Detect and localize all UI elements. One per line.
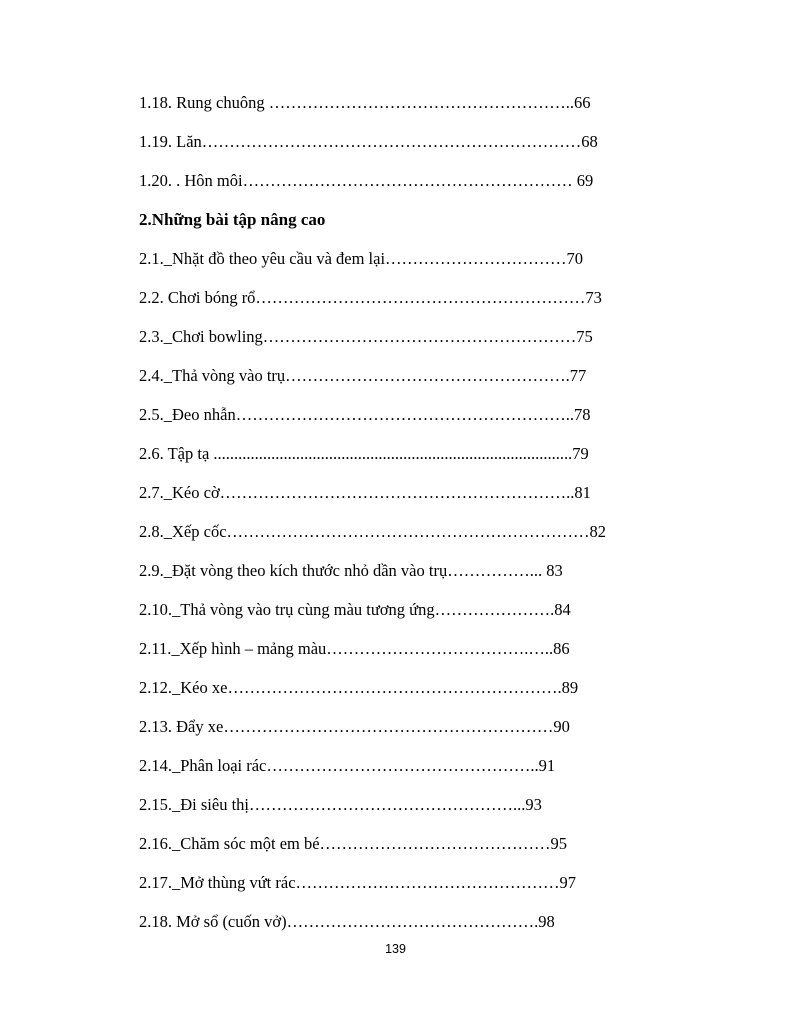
- toc-entry-1-20: 1.20. . Hôn môi…………………………………………………… 69: [139, 171, 594, 190]
- toc-entry-2-18: 2.18. Mở sổ (cuốn vở)……………………………………….98: [139, 912, 555, 931]
- toc-entry-2-5: 2.5._Đeo nhẫn……………………………………………………..78: [139, 405, 591, 424]
- toc-entry-2-17: 2.17._Mở thùng vứt rác…………………………………………97: [139, 873, 577, 892]
- toc-entry-2-9: 2.9._Đặt vòng theo kích thước nhỏ dần vào trụ……………... 83: [139, 561, 563, 580]
- toc-entry-2-2: 2.2. Chơi bóng rổ……………………………………………………73: [139, 288, 602, 307]
- toc-entry-2-8: 2.8._Xếp cốc…………………………………………………………82: [139, 522, 607, 541]
- toc-entry-2-13: 2.13. Đẩy xe……………………………………………………90: [139, 717, 570, 736]
- section-heading: 2.Những bài tập nâng cao: [139, 210, 326, 229]
- toc-entry-2-4: 2.4._Thả vòng vào trụ…………………………………………….77: [139, 366, 587, 385]
- toc-entry-2-14: 2.14._Phân loại rác…………………………………………..91: [139, 756, 556, 775]
- toc-entry-2-12: 2.12._Kéo xe…………………………………………………….89: [139, 678, 579, 697]
- toc-entry-2-10: 2.10._Thả vòng vào trụ cùng màu tương ứng………………….84: [139, 600, 571, 619]
- toc-entry-2-1: 2.1._Nhặt đồ theo yêu cầu và đem lại……………………………70: [139, 249, 584, 268]
- toc-entry-2-11: 2.11._Xếp hình – mảng màu……………………………….…..86: [139, 639, 570, 658]
- toc-entry-2-16: 2.16._Chăm sóc một em bé……………………………………95: [139, 834, 568, 853]
- toc-entry-2-6: 2.6. Tập tạ .......................................................................................79: [139, 444, 589, 463]
- toc-entry-2-7: 2.7._Kéo cờ………………………………………………………..81: [139, 483, 591, 502]
- toc-entry-2-3: 2.3._Chơi bowling…………………………………………………75: [139, 327, 593, 346]
- toc-entry-2-15: 2.15._Đi siêu thị…………………………………………...93: [139, 795, 542, 814]
- toc-entry-1-19: 1.19. Lăn……………………………………………………………68: [139, 132, 598, 151]
- page-number: 139: [385, 942, 406, 956]
- toc-entry-1-18: 1.18. Rung chuông ………………………………………………..66: [139, 93, 591, 112]
